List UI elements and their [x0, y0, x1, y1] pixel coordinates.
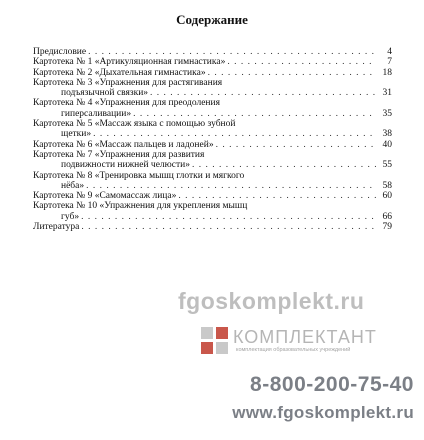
- dot-leader: [192, 160, 376, 170]
- toc-entry-2: [33, 68, 392, 78]
- toc-entry-text: Картотека № 1 «Артикуляционная гимнастика»: [33, 57, 226, 68]
- toc-page-number: 66: [382, 211, 392, 222]
- toc-entry-text: Картотека № 2 «Дыхательная гимнастика»: [33, 67, 206, 78]
- toc-entry-continuation: подъязычной связки»: [61, 88, 149, 99]
- toc-entry-5: [33, 129, 392, 139]
- dot-leader: [208, 68, 376, 78]
- dot-leader: [150, 88, 376, 98]
- toc-entry-continuation: щетки»: [61, 129, 92, 140]
- toc-entry-7: [33, 160, 392, 170]
- toc-entry-10-text: Картотека № 10 «Упражнения для укрепления мышц: [33, 201, 248, 212]
- dot-leader: [81, 222, 376, 232]
- toc-entry-10: [33, 212, 392, 222]
- toc-page-number: 35: [382, 108, 392, 119]
- dot-leader: [93, 129, 376, 139]
- toc-page-number: 18: [382, 67, 392, 78]
- dot-leader: [227, 57, 376, 67]
- toc-entry-text: Предисловие: [33, 47, 87, 57]
- dot-leader: [133, 109, 376, 119]
- komplektant-logo-icon: [200, 326, 230, 356]
- toc-entry-literature: [33, 222, 392, 232]
- toc-page-number: 55: [382, 160, 392, 171]
- toc-entry-1: [33, 57, 392, 67]
- toc-entry-9: [33, 191, 392, 201]
- page-title: Содержание: [176, 12, 248, 27]
- toc-entry-text: Картотека № 6 «Массаж пальцев и ладоней»: [33, 139, 214, 150]
- toc-entry-4-text: Картотека № 4 «Упражнения для преодоления: [33, 98, 220, 109]
- toc-entry-continuation: гиперсаливации»: [61, 108, 132, 119]
- toc-entry-text: Картотека № 9 «Самомассаж лица»: [33, 191, 177, 202]
- toc-entry-5-text: Картотека № 5 «Массаж языка с помощью зубной: [33, 119, 236, 130]
- footer-website: www.fgoskomplekt.ru: [232, 403, 414, 422]
- dot-leader: [216, 140, 376, 150]
- toc-entry-text: Литература: [33, 222, 80, 233]
- dot-leader: [86, 181, 376, 191]
- toc-page-number: 58: [382, 180, 392, 191]
- dot-leader: [178, 191, 376, 201]
- toc-entry-3: [33, 88, 392, 98]
- dot-leader: [88, 47, 376, 57]
- toc-entry-8-text: Картотека № 8 «Тренировка мышц глотки и мягкого: [33, 170, 245, 181]
- toc-entry-continuation: подвижности нижней челюсти»: [61, 160, 190, 171]
- dot-leader: [81, 212, 376, 222]
- watermark-brand: КОМПЛЕКТАНТ: [233, 327, 377, 347]
- watermark-url: fgoskomplekt.ru: [178, 288, 365, 314]
- footer-phone: 8-800-200-75-40: [250, 373, 414, 396]
- toc-page-number: 7: [387, 57, 392, 68]
- toc-page-number: 79: [382, 222, 392, 233]
- toc-entry-3-text: Картотека № 3 «Упражнения для растягивания: [33, 77, 223, 88]
- toc-entry-6: [33, 140, 392, 150]
- toc-entry-continuation: нёба»: [61, 180, 85, 191]
- toc-page-number: 31: [382, 88, 392, 99]
- toc-entry-preface: [33, 47, 392, 57]
- toc-entry-7-text: Картотека № 7 «Упражнения для развития: [33, 149, 205, 160]
- table-of-contents: [33, 47, 392, 232]
- toc-page-number: 40: [382, 139, 392, 150]
- watermark-tagline: комплектация образовательных учреждений: [236, 347, 351, 353]
- toc-entry-continuation: губ»: [61, 211, 80, 222]
- toc-entry-4: [33, 109, 392, 119]
- toc-page-number: 60: [382, 191, 392, 202]
- toc-page-number: 38: [382, 129, 392, 140]
- toc-entry-8: [33, 181, 392, 191]
- toc-page-number: 4: [387, 47, 392, 57]
